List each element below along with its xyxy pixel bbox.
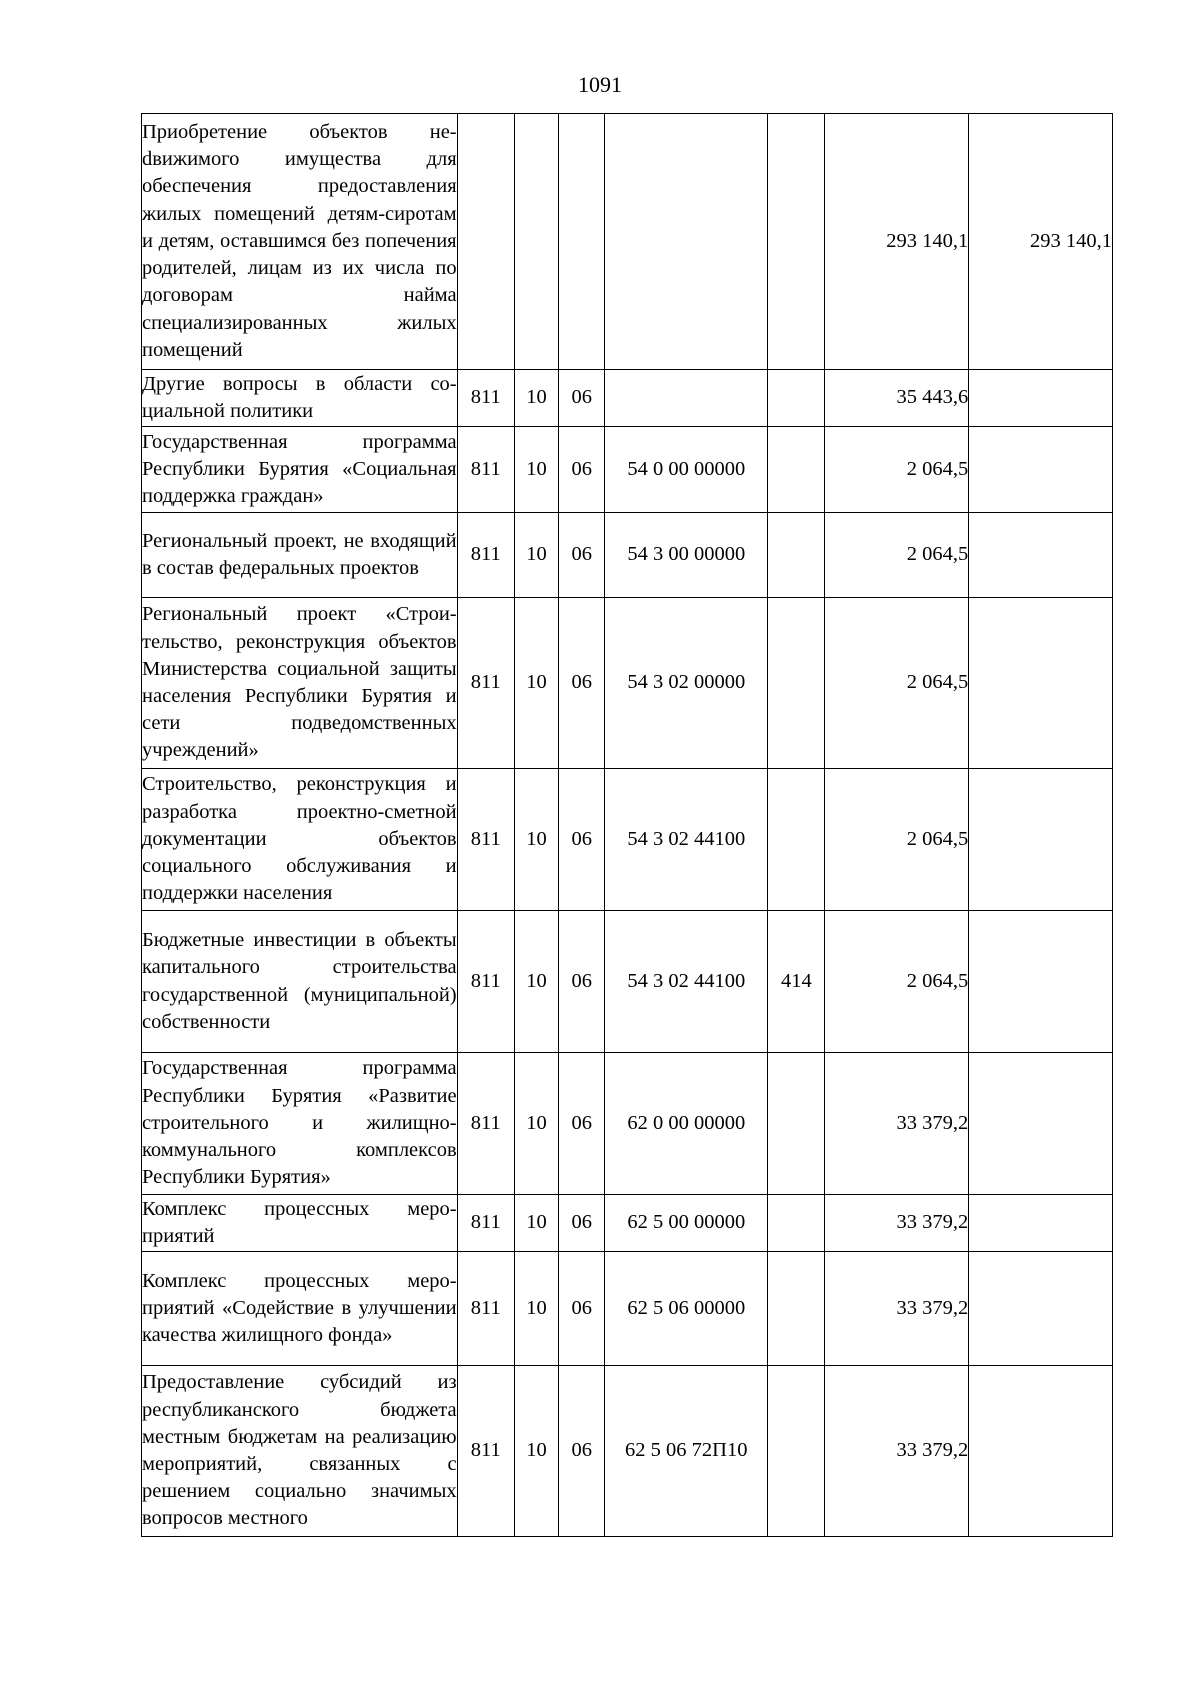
expense-type-code-cell: [768, 1195, 825, 1252]
table-row: [142, 1053, 1113, 1195]
section-code-cell: 10: [514, 370, 558, 427]
table-row: [142, 114, 1113, 370]
amount-cell: 2 064,5: [825, 769, 969, 911]
row-name-cell: Региональный проект «Строительство, реконструкция объектов Министерства социальной защиты населения Республики Бурятия и сети подведомственных учреждений»: [142, 598, 458, 769]
amount-second-cell: [969, 769, 1113, 911]
ministry-code-cell: 811: [457, 911, 514, 1053]
amount-second-cell: [969, 1195, 1113, 1252]
row-name-cell: Бюджетные инвестиции в объекты капитального строительства государственной (муниципальной) собственности: [142, 911, 458, 1053]
ministry-code-cell: 811: [457, 1053, 514, 1195]
target-item-code-cell: 54 3 02 44100: [605, 769, 768, 911]
amount-second-cell: [969, 370, 1113, 427]
row-name-cell: Строительство, реконструкция и разработка проектно-сметной документации объектов социального обслуживания и поддержки населения: [142, 769, 458, 911]
target-item-code-cell: 54 3 02 44100: [605, 911, 768, 1053]
subsection-code-cell: 06: [559, 911, 605, 1053]
row-name-cell: Комплекс процессных мероприятий «Содействие в улучшении качества жилищного фонда»: [142, 1252, 458, 1366]
row-name-cell: Другие вопросы в области социальной политики: [142, 370, 458, 427]
amount-cell: 2 064,5: [825, 513, 969, 598]
amount-second-cell: [969, 1252, 1113, 1366]
target-item-code-cell: 62 5 06 00000: [605, 1252, 768, 1366]
subsection-code-cell: 06: [559, 370, 605, 427]
page-number: 1091: [578, 72, 622, 97]
amount-cell: 293 140,1: [825, 114, 969, 370]
target-item-code-cell: [605, 370, 768, 427]
section-code-cell: 10: [514, 513, 558, 598]
expense-type-code-cell: [768, 1366, 825, 1537]
table-row: [142, 1366, 1113, 1537]
section-code-cell: 10: [514, 598, 558, 769]
expense-type-code-cell: [768, 1252, 825, 1366]
section-code-cell: 10: [514, 769, 558, 911]
target-item-code-cell: 54 3 00 00000: [605, 513, 768, 598]
section-code-cell: 10: [514, 1366, 558, 1537]
budget-table: [141, 113, 1113, 1537]
target-item-code-cell: [605, 114, 768, 370]
subsection-code-cell: 06: [559, 427, 605, 513]
target-item-code-cell: 54 0 00 00000: [605, 427, 768, 513]
section-code-cell: 10: [514, 1053, 558, 1195]
row-name-cell: Приобретение объектов неdвижимого имущества для обеспечения предоставления жилых помещений детям-сиротам и детям, оставшимся без попечения родителей, лицам из их числа по договорам найма специализированных жилых помещений: [142, 114, 458, 370]
target-item-code-cell: 62 5 06 72П10: [605, 1366, 768, 1537]
ministry-code-cell: [457, 114, 514, 370]
amount-second-cell: [969, 598, 1113, 769]
expense-type-code-cell: [768, 114, 825, 370]
section-code-cell: [514, 114, 558, 370]
expense-type-code-cell: [768, 370, 825, 427]
amount-second-cell: [969, 911, 1113, 1053]
target-item-code-cell: 62 0 00 00000: [605, 1053, 768, 1195]
subsection-code-cell: 06: [559, 1366, 605, 1537]
expense-type-code-cell: 414: [768, 911, 825, 1053]
section-code-cell: 10: [514, 1195, 558, 1252]
table-row: [142, 513, 1113, 598]
target-item-code-cell: 54 3 02 00000: [605, 598, 768, 769]
expense-type-code-cell: [768, 513, 825, 598]
amount-cell: 2 064,5: [825, 598, 969, 769]
table-row: [142, 427, 1113, 513]
row-name-cell: Государственная программа Республики Бурятия «Социальная поддержка граждан»: [142, 427, 458, 513]
expense-type-code-cell: [768, 598, 825, 769]
amount-cell: 33 379,2: [825, 1053, 969, 1195]
amount-cell: 35 443,6: [825, 370, 969, 427]
ministry-code-cell: 811: [457, 427, 514, 513]
amount-second-cell: 293 140,1: [969, 114, 1113, 370]
expense-type-code-cell: [768, 769, 825, 911]
expense-type-code-cell: [768, 1053, 825, 1195]
ministry-code-cell: 811: [457, 598, 514, 769]
amount-second-cell: [969, 513, 1113, 598]
subsection-code-cell: [559, 114, 605, 370]
ministry-code-cell: 811: [457, 1195, 514, 1252]
table-row: [142, 1252, 1113, 1366]
table-row: [142, 370, 1113, 427]
amount-cell: 2 064,5: [825, 427, 969, 513]
amount-second-cell: [969, 1053, 1113, 1195]
row-name-cell: Комплекс процессных мероприятий: [142, 1195, 458, 1252]
subsection-code-cell: 06: [559, 598, 605, 769]
amount-cell: 33 379,2: [825, 1366, 969, 1537]
row-name-cell: Региональный проект, не входящий в состав федеральных проектов: [142, 513, 458, 598]
subsection-code-cell: 06: [559, 1195, 605, 1252]
expense-type-code-cell: [768, 427, 825, 513]
ministry-code-cell: 811: [457, 1252, 514, 1366]
table-row: [142, 769, 1113, 911]
subsection-code-cell: 06: [559, 1252, 605, 1366]
table-row: [142, 911, 1113, 1053]
ministry-code-cell: 811: [457, 1366, 514, 1537]
row-name-cell: Государственная программа Республики Бурятия «Развитие строительного и жилищно-коммунального комплексов Республики Бурятия»: [142, 1053, 458, 1195]
section-code-cell: 10: [514, 911, 558, 1053]
amount-second-cell: [969, 1366, 1113, 1537]
ministry-code-cell: 811: [457, 370, 514, 427]
amount-cell: 33 379,2: [825, 1195, 969, 1252]
section-code-cell: 10: [514, 427, 558, 513]
row-name-cell: Предоставление субсидий из республиканского бюджета местным бюджетам на реализацию мероприятий, связанных с решением социально значимых вопросов местного: [142, 1366, 458, 1537]
amount-second-cell: [969, 427, 1113, 513]
amount-cell: 33 379,2: [825, 1252, 969, 1366]
section-code-cell: 10: [514, 1252, 558, 1366]
subsection-code-cell: 06: [559, 769, 605, 911]
target-item-code-cell: 62 5 00 00000: [605, 1195, 768, 1252]
ministry-code-cell: 811: [457, 769, 514, 911]
table-row: [142, 598, 1113, 769]
ministry-code-cell: 811: [457, 513, 514, 598]
table-row: [142, 1195, 1113, 1252]
subsection-code-cell: 06: [559, 1053, 605, 1195]
amount-cell: 2 064,5: [825, 911, 969, 1053]
subsection-code-cell: 06: [559, 513, 605, 598]
